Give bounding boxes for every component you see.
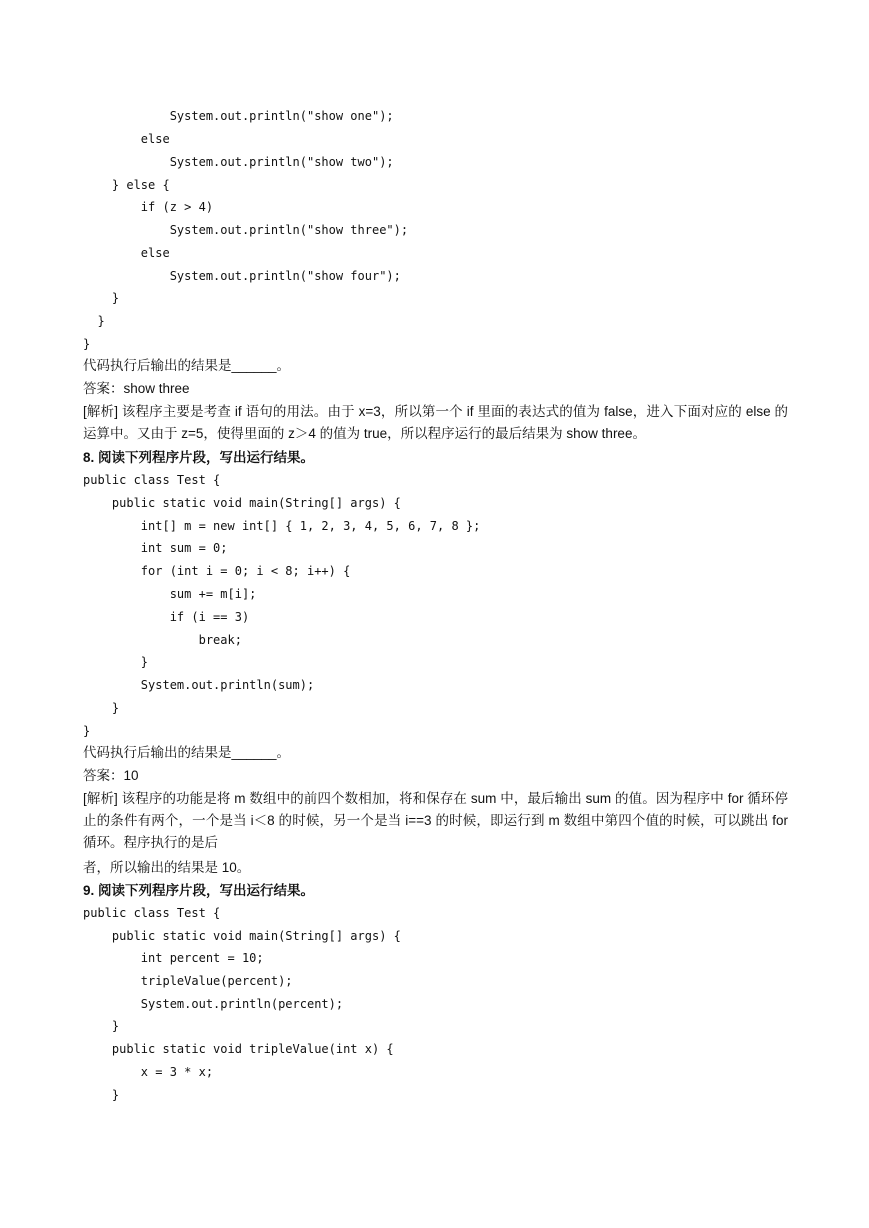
q8-analysis: [解析] 该程序的功能是将 m 数组中的前四个数相加，将和保存在 sum 中，最后输出 sum 的值。因为程序中 for 循环停止的条件有两个，一个是当 i＜8 的时候，另一个是当 i==3 的时候，即运行到 m 数组中第四个值的时候，可以跳出 for 循环。程序执行的是后 xyxy=(83,791,788,850)
code-line: else xyxy=(83,132,170,146)
code-line: } xyxy=(83,724,91,738)
q7-analysis: [解析] 该程序主要是考查 if 语句的用法。由于 x=3，所以第一个 if 里面的表达式的值为 false，进入下面对应的 else 的运算中。又由于 z=5，使得里面的 z＞4 的值为 true，所以程序运行的最后结果为 show three。 xyxy=(83,404,788,441)
code-line: } xyxy=(83,314,105,328)
code-line: System.out.println("show one"); xyxy=(83,109,394,123)
code-line: } xyxy=(83,291,120,305)
code-line: } xyxy=(83,1088,120,1102)
q8-analysis-tail: 者，所以输出的结果是 10。 xyxy=(83,860,251,875)
code-line: tripleValue(percent); xyxy=(83,974,293,988)
code-line: System.out.println("show four"); xyxy=(83,269,401,283)
code-line: public static void tripleValue(int x) { xyxy=(83,1042,394,1056)
q7-prompt: 代码执行后输出的结果是______。 xyxy=(83,358,291,373)
code-line: } xyxy=(83,1019,120,1033)
code-line: public class Test { xyxy=(83,906,221,920)
code-line: public class Test { xyxy=(83,473,221,487)
code-line: } else { xyxy=(83,178,170,192)
code-line: public static void main(String[] args) { xyxy=(83,929,401,943)
code-line: if (z > 4) xyxy=(83,200,214,214)
code-line: System.out.println("show two"); xyxy=(83,155,394,169)
code-line: int sum = 0; xyxy=(83,541,228,555)
code-line: x = 3 * x; xyxy=(83,1065,214,1079)
code-line: break; xyxy=(83,633,242,647)
q8-heading: 8. 阅读下列程序片段，写出运行结果。 xyxy=(83,450,315,465)
code-line: public static void main(String[] args) { xyxy=(83,496,401,510)
code-line: } xyxy=(83,337,91,351)
q9-heading: 9. 阅读下列程序片段，写出运行结果。 xyxy=(83,883,315,898)
code-line: } xyxy=(83,701,120,715)
q8-answer: 答案：10 xyxy=(83,768,139,783)
code-line: else xyxy=(83,246,170,260)
code-line: if (i == 3) xyxy=(83,610,250,624)
code-line: int[] m = new int[] { 1, 2, 3, 4, 5, 6, 7, 8 }; xyxy=(83,519,481,533)
code-line: } xyxy=(83,655,149,669)
code-line: for (int i = 0; i < 8; i++) { xyxy=(83,564,351,578)
code-line: System.out.println(percent); xyxy=(83,997,344,1011)
code-line: sum += m[i]; xyxy=(83,587,257,601)
code-line: int percent = 10; xyxy=(83,951,264,965)
q8-prompt: 代码执行后输出的结果是______。 xyxy=(83,745,291,760)
code-line: System.out.println(sum); xyxy=(83,678,315,692)
q7-answer: 答案：show three xyxy=(83,381,190,396)
code-line: System.out.println("show three"); xyxy=(83,223,409,237)
